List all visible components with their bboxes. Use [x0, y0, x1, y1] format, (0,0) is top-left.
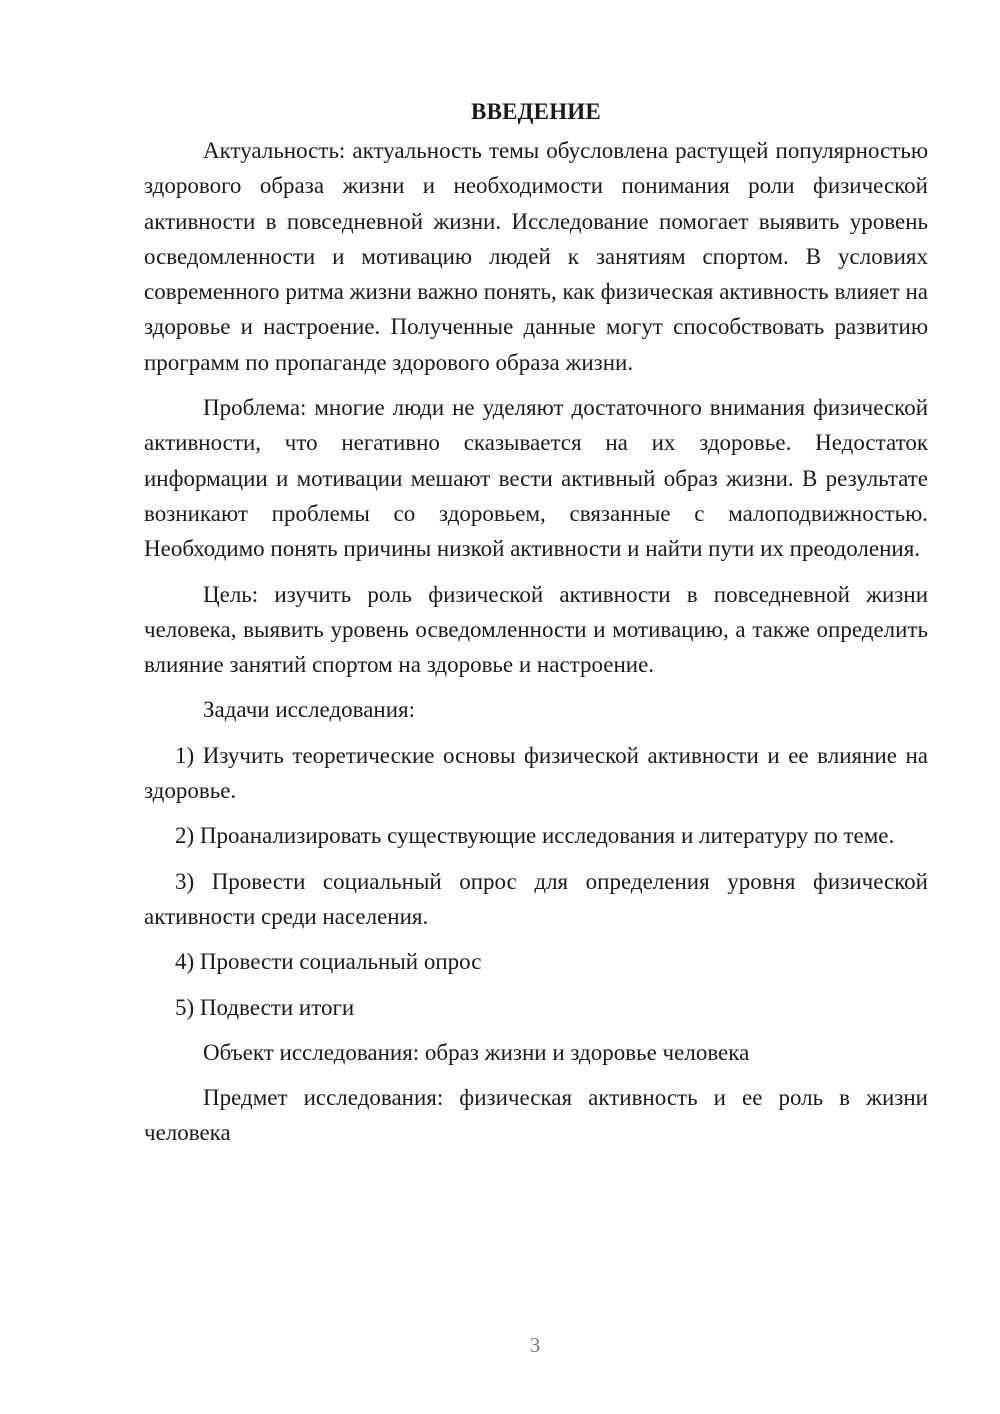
problem-paragraph: Проблема: многие люди не уделяют достаточного внимания физической активности, что негативно сказывается на их здоровье. Недостаток информации и мотивации мешают вести активный образ жизни. В результате возникают проблемы со здоровьем, связанные с малоподвижностью. Необходимо понять причины низкой активности и найти пути их преодоления.: [144, 395, 928, 562]
task-item-5: 5) Подвести итоги: [175, 994, 355, 1020]
task-item-2: 2) Проанализировать существующие исследования и литературу по теме.: [175, 823, 895, 849]
relevance-paragraph: Актуальность: актуальность темы обусловлена растущей популярностью здорового образа жизни и необходимости понимания роли физической активности в повседневной жизни. Исследование помогает выявить уровень осведомленности и мотивацию людей к занятиям спортом. В условиях современного ритма жизни важно понять, как физическая активность влияет на здоровье и настроение. Полученные данные могут способствовать развитию программ по пропаганде здорового образа жизни.: [144, 138, 928, 375]
task-item-4: 4) Провести социальный опрос: [175, 949, 482, 975]
page-content: [144, 94, 928, 1161]
subject-paragraph: Предмет исследования: физическая активность и ее роль в жизни человека: [144, 1085, 928, 1146]
tasks-title: Задачи исследования:: [203, 697, 416, 723]
page-number: 3: [529, 1333, 541, 1357]
goal-paragraph: Цель: изучить роль физической активности в повседневной жизни человека, выявить уровень осведомленности и мотивацию, а также определить влияние занятий спортом на здоровье и настроение.: [144, 581, 928, 678]
task-item-1: 1) Изучить теоретические основы физической активности и ее влияние на здоровье.: [144, 742, 928, 804]
task-item-3: 3) Провести социальный опрос для определения уровня физической активности среди населения.: [144, 868, 928, 929]
object-paragraph: Объект исследования: образ жизни и здоровье человека: [203, 1039, 750, 1065]
section-heading: ВВЕДЕНИЕ: [471, 99, 601, 124]
